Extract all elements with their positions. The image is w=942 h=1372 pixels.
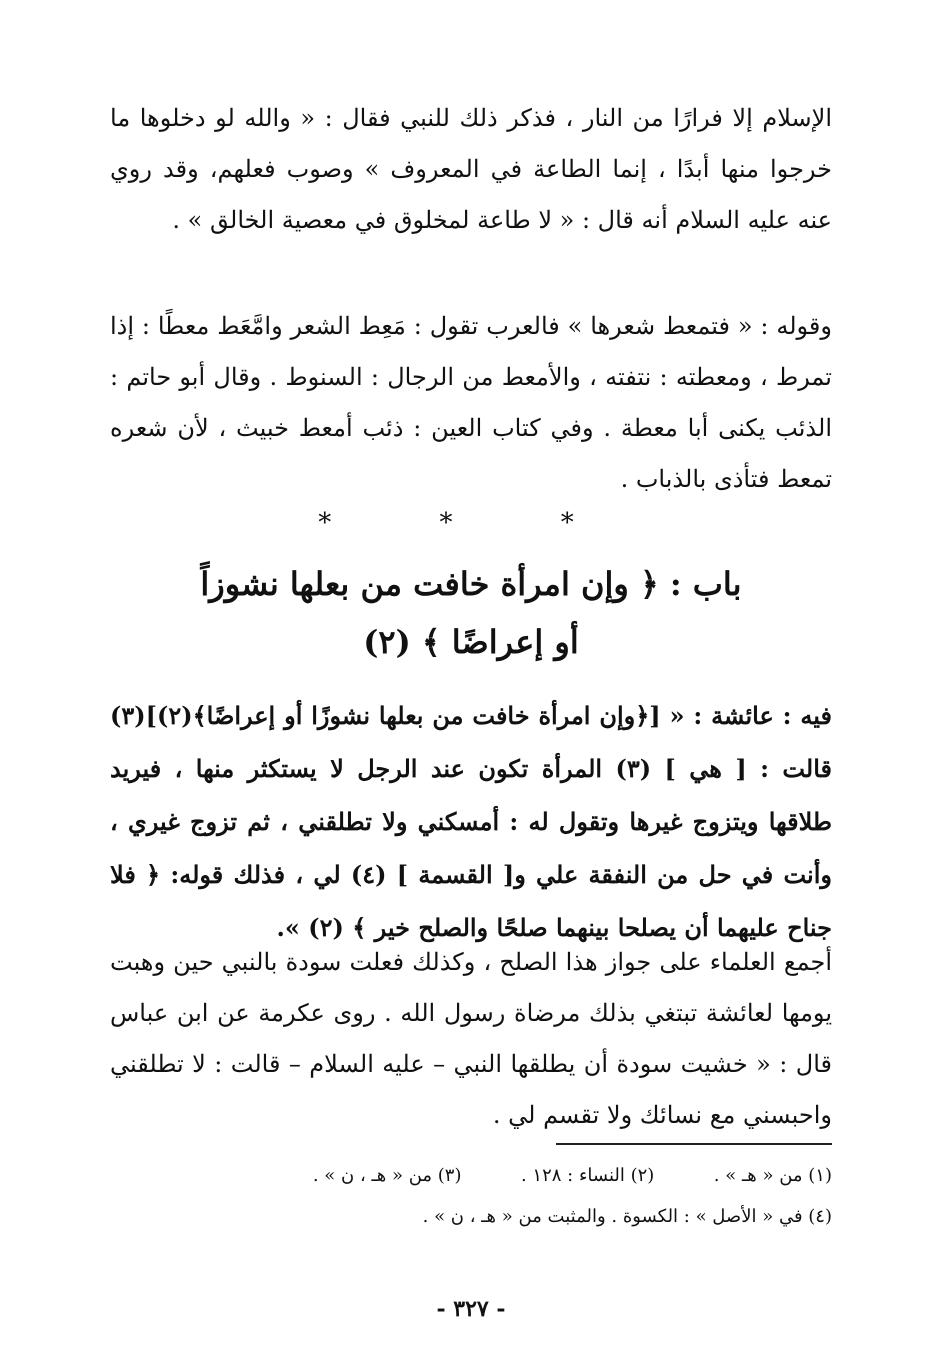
page-number: - ٣٢٧ - [436,1296,506,1322]
chapter-heading-line-2: أو إعراضًا ﴾ (٢) [363,623,579,661]
footnotes-line-2 [110,1203,832,1231]
footnote-1: (١) من « هـ » . [713,1165,832,1186]
commentary-paragraph: أجمع العلماء على جواز هذا الصلح ، وكذلك فعلت سودة بالنبي حين وهبت يومها لعائشة تبتغي بذلك مرضاة رسول الله . روى عكرمة عن ابن عباس قال : « خشيت سودة أن يطلقها النبي – عليه السلام – قالت : لا تطلقني واحبسني مع نسائك ولا تقسم لي . [110,948,832,1129]
hadith-paragraph: فيه : عائشة : « [﴿وإن امرأة خافت من بعلها نشوزًا أو إعراضًا﴾(٢)](٣) قالت : [ هي ] (٣) المرأة تكون عند الرجل لا يستكثر منها ، فيريد طلاقها ويتزوج غيرها وتقول له : أمسكني ولا تطلقني ، ثم تزوج غيري ، وأنت في حل من النفقة علي و[ القسمة ] (٤) لي ، فذلك قوله: ﴿ فلا جناح عليهما أن يصلحا بينهما صلحًا والصلح خير ﴾ (٢) ». [110,701,832,942]
paragraph-1: الإسلام إلا فرارًا من النار ، فذكر ذلك للنبي فقال : « والله لو دخلوها ما خرجوا منها أبدًا ، إنما الطاعة في المعروف » وصوب فعلهم، وقد روي عنه عليه السلام أنه قال : « لا طاعة لمخلوق في معصية الخالق » . [110,104,832,234]
section-separator: * * * [318,508,624,538]
footnote-3: (٣) من « هـ ، ن » . [312,1165,462,1186]
footnotes-line-1 [110,1162,832,1190]
footnote-2: (٢) النساء : ١٢٨ . [520,1165,655,1186]
footnote-4: (٤) في « الأصل » : الكسوة . والمثبت من « هـ ، ن » . [422,1206,832,1227]
footnote-divider [556,1143,832,1145]
paragraph-2: وقوله : « فتمعط شعرها » فالعرب تقول : مَعِط الشعر وامَّعَط معطًا : إذا تمرط ، ومعطته : نتفته ، والأمعط من الرجال : السنوط . وقال أبو حاتم : الذئب يكنى أبا معطة . وفي كتاب العين : ذئب أمعط خبيث ، لأن شعره تمعط فتأذى بالذباب . [110,312,832,493]
chapter-heading-line-1: باب : ﴿ وإن امرأة خافت من بعلها نشوزاً [200,565,742,603]
